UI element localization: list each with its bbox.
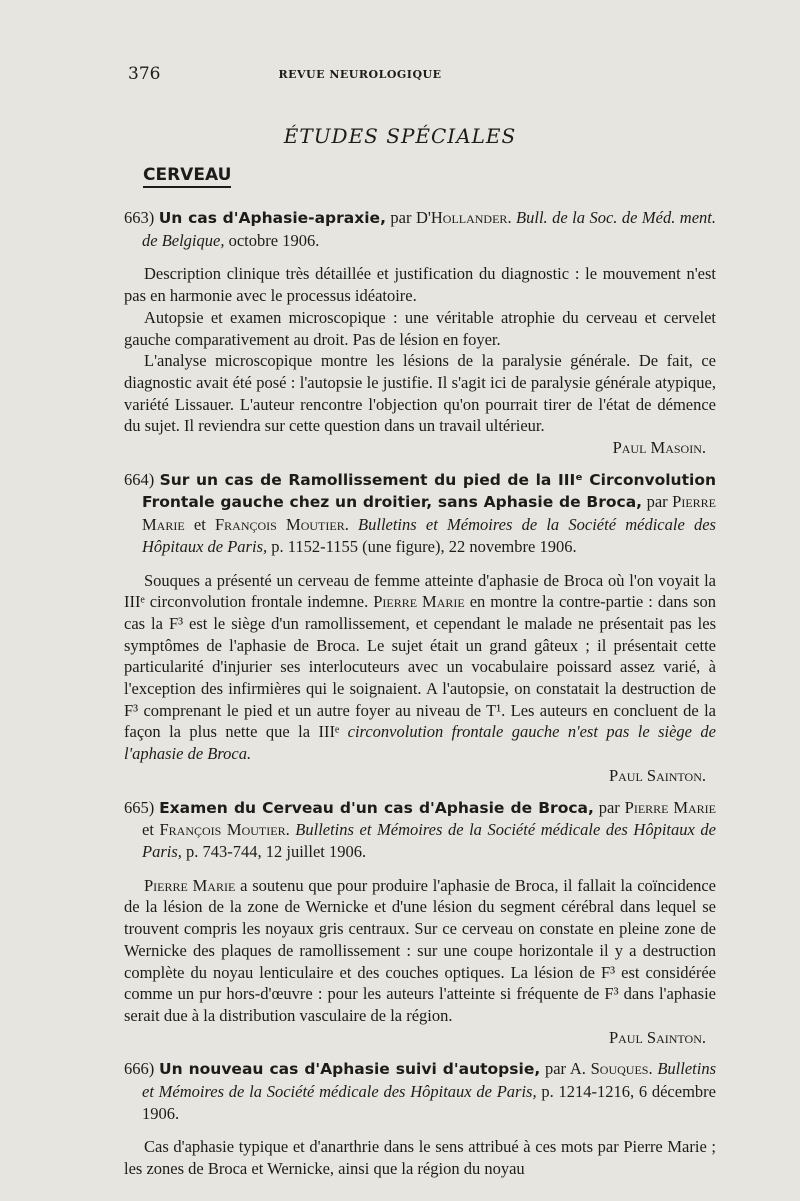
author-name: Pierre Marie — [144, 875, 236, 895]
topic-heading: CERVEAU — [143, 165, 231, 188]
running-header: REVUE NEUROLOGIQUE — [278, 68, 442, 81]
entry-number: 666) — [124, 1059, 155, 1079]
ref-text: . — [648, 1059, 658, 1079]
entry-title: Un cas d'Aphasie-apraxie, — [158, 209, 386, 227]
paragraph — [124, 875, 716, 1027]
author-name: Hollander — [430, 208, 508, 227]
page-number: 376 — [128, 64, 161, 84]
signature: Paul Masoin. — [612, 438, 706, 458]
entry-heading — [124, 1058, 716, 1124]
entry-heading: 664) Sur un cas de Ramollissement du pied de la IIIᵉ Circonvolution Frontale gauche chez un droitier, sans Aphasie de Broca, par Pierre Marie et François Moutier. Bulletins et Mémoires de la Société médicale des Hôpitaux de Paris, p. 1152-1155 (une figure), 22 novembre 1906. — [124, 469, 717, 556]
entry-number: 664) — [124, 469, 155, 489]
ref-text: et — [184, 515, 215, 535]
entry-title: Un nouveau cas d'Aphasie suivi d'autopsie, — [158, 1060, 541, 1079]
paragraph: Autopsie et examen microscopique : une véritable atrophie du cerveau et cervelet gauche comparativement au droit. Pas de lésion en foyer. — [124, 307, 716, 349]
journal-name: Bulletins et Mémoires de la Société médicale des Hôpitaux de Paris, — [142, 820, 716, 861]
author-name: Pierre Marie — [624, 797, 716, 817]
author-name: Souques — [590, 1059, 649, 1079]
ref-date: p. 1214-1216, 6 décembre 1906. — [142, 1082, 716, 1123]
paragraph: L'analyse microscopique montre les lésions de la paralysie générale. De fait, ce diagnostic avait été posé : l'autopsie le justifie. Il s'agit ici de paralysie générale atypique, variété Lissauer. L'auteur rencontre l'objection qu'on pourrait tirer de l'état de démence du sujet. Il reviendra sur cette question dans un travail ultérieur. — [124, 351, 716, 436]
author-name: Pierre Marie — [142, 492, 716, 535]
paragraph-text: a soutenu que pour produire l'aphasie de Broca, il fallait la coïncidence de la lésion de la zone de Wernicke et d'une lésion du segment cérébral dans lequel se trouvent compris les noyaux gris centraux. Sur ce cerveau on constate en pleine zone de Wernicke des plaques de ramollissement : sur une coupe horizontale il y a destruction complète du noyau lenticulaire et des couches optiques. La lésion de F³ est considérée comme un pur hors-d'œuvre : pour les auteurs l'atteinte si fréquente de F³ dans l'aphasie serait due à la distribution vasculaire de la région. — [124, 875, 716, 1025]
author-name: François Moutier — [214, 515, 345, 535]
conclusion-italic: circonvolution frontale gauche n'est pas le siège de l'aphasie de Broca. — [124, 722, 716, 764]
ref-date: octobre 1906. — [224, 230, 320, 250]
ref-date: p. 1152-1155 (une figure), 22 novembre 1906. — [267, 536, 577, 556]
entry-665 — [124, 797, 716, 1049]
ref-text: par — [593, 797, 625, 817]
ref-text: et — [142, 820, 160, 840]
journal-name: Bulletins et Mémoires de la Société médicale des Hôpitaux de Paris, — [142, 1059, 717, 1102]
paragraph-text: en montre la contre-partie : dans son cas la F³ est le siège d'un ramollissement, et cependant le malade ne présentait pas les symptômes de l'aphasie de Broca. Le sujet était un grand gâteux ; il présentait cette particularité d'injurier ses interlocuteurs avec un vocabulaire poissard assez varié, à l'exception des infirmières qui le soignaient. A l'autopsie, on constatait la destruction de F³ comprenant le pied et un autre foyer au niveau de T¹. Les auteurs en concluent de la façon la plus nette que la IIIᵉ — [124, 592, 716, 742]
article-body — [124, 207, 716, 1180]
author-name: François Moutier — [159, 820, 286, 840]
journal-name: Bulletins et Mémoires de la Société médicale des Hôpitaux de Paris, — [142, 515, 716, 556]
paragraph — [124, 570, 716, 765]
entry-number: 663) — [124, 208, 155, 227]
entry-heading: 665) Examen du Cerveau d'un cas d'Aphasie de Broca, par Pierre Marie et François Moutier. Bulletins et Mémoires de la Société médicale des Hôpitaux de Paris, p. 743-744, 12 juillet 1906. — [124, 797, 716, 861]
signature: Paul Sainton. — [608, 765, 706, 785]
entry-666 — [124, 1058, 716, 1180]
entry-number: 665) — [124, 797, 155, 817]
signature: Paul Sainton. — [608, 1027, 706, 1047]
section-title: ÉTUDES SPÉCIALES — [283, 124, 517, 148]
ref-text: par D' — [385, 208, 431, 227]
entry-heading — [124, 207, 716, 251]
author-name: Pierre Marie — [373, 592, 465, 612]
paragraph-text: Souques a présenté un cerveau de femme atteinte d'aphasie de Broca où l'on voyait la IIIᵉ circonvolution frontale indemne. — [124, 570, 716, 612]
entry-663 — [124, 207, 716, 459]
entry-title: Examen du Cerveau d'un cas d'Aphasie de Broca, — [159, 798, 594, 817]
paragraph: Description clinique très détaillée et justification du diagnostic : le mouvement n'est pas en harmonie avec le processus idéatoire. — [124, 264, 716, 306]
ref-text: . — [507, 208, 517, 227]
entry-title: Sur un cas de Ramollissement du pied de la IIIᵉ Circonvolution Frontale gauche chez un droitier, sans Aphasie de Broca, — [142, 470, 717, 512]
ref-date: p. 743-744, 12 juillet 1906. — [181, 841, 367, 861]
paragraph: Cas d'aphasie typique et d'anarthrie dans le sens attribué à ces mots par Pierre Marie ; les zones de Broca et Wernicke, ainsi que la région du noyau — [124, 1137, 716, 1179]
ref-text: par — [642, 492, 673, 512]
entry-664 — [124, 469, 716, 787]
journal-name: Bull. de la Soc. de Méd. ment. de Belgique, — [142, 208, 716, 250]
ref-text: par A. — [540, 1059, 591, 1079]
